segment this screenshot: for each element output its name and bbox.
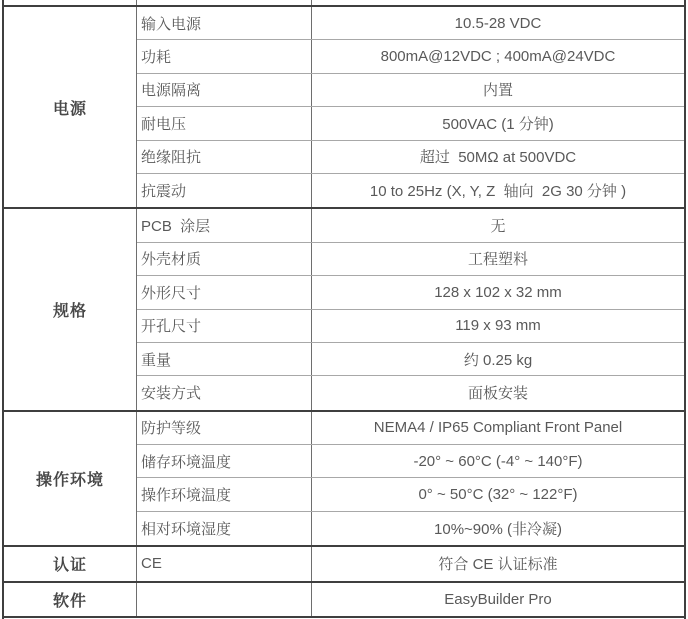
table-row	[137, 478, 684, 511]
category-cell: 软件	[4, 583, 137, 616]
category-cell: 电源	[4, 7, 137, 207]
spec-table-sections	[4, 7, 684, 618]
table-row	[137, 7, 684, 40]
table-row	[137, 343, 684, 376]
spec-value: 10 to 25Hz (X, Y, Z 轴向 2G 30 分钟 )	[369, 183, 627, 201]
spec-section	[4, 547, 684, 582]
spec-label: 耐电压	[137, 107, 312, 139]
spec-section	[4, 209, 684, 411]
table-row	[137, 512, 684, 545]
spec-label: 安装方式	[137, 376, 312, 409]
cropped-category-cell	[4, 0, 137, 5]
table-row	[137, 74, 684, 107]
table-row	[137, 547, 684, 580]
spec-value: 符合 CE 认证标准	[438, 556, 558, 574]
spec-value: 800mA@12VDC ; 400mA@24VDC	[380, 48, 616, 66]
section-rows	[137, 209, 684, 409]
spec-value: NEMA4 / IP65 Compliant Front Panel	[373, 419, 623, 437]
section-rows	[137, 7, 684, 207]
table-row	[137, 174, 684, 207]
spec-value: 500VAC (1 分钟)	[442, 115, 554, 133]
spec-label: 抗震动	[137, 174, 312, 207]
cropped-row-top	[4, 0, 684, 7]
table-row	[137, 583, 684, 616]
table-row	[137, 209, 684, 242]
spec-value: 10%~90% (非冷凝)	[434, 521, 562, 539]
spec-label	[137, 583, 312, 616]
table-row	[137, 40, 684, 73]
spec-label: 操作环境温度	[137, 478, 312, 510]
table-row	[137, 141, 684, 174]
spec-value: 10.5-28 VDC	[454, 14, 542, 32]
spec-value: 128 x 102 x 32 mm	[434, 283, 562, 301]
spec-label: 防护等级	[137, 412, 312, 444]
spec-value: -20° ~ 60°C (-4° ~ 140°F)	[413, 452, 583, 470]
spec-value: 119 x 93 mm	[455, 317, 541, 335]
spec-label: CE	[137, 547, 312, 580]
spec-value: 面板安装	[467, 385, 528, 403]
spec-label: 功耗	[137, 40, 312, 72]
table-row	[137, 445, 684, 478]
spec-label: 重量	[137, 343, 312, 375]
spec-label: 开孔尺寸	[137, 310, 312, 342]
table-row	[137, 412, 684, 445]
spec-label: 外壳材质	[137, 243, 312, 275]
section-rows	[137, 547, 684, 580]
section-rows	[137, 583, 684, 616]
spec-label: 储存环境温度	[137, 445, 312, 477]
spec-value: EasyBuilder Pro	[444, 590, 552, 608]
cropped-label-cell	[137, 0, 312, 5]
spec-section	[4, 7, 684, 209]
section-rows	[137, 412, 684, 546]
table-row	[137, 376, 684, 409]
category-cell: 规格	[4, 209, 137, 409]
cropped-value-cell	[312, 0, 684, 5]
category-cell: 操作环境	[4, 412, 137, 546]
spec-table	[2, 0, 686, 619]
table-row	[137, 243, 684, 276]
spec-label: 相对环境湿度	[137, 512, 312, 545]
spec-label: 外形尺寸	[137, 276, 312, 308]
table-row	[137, 310, 684, 343]
spec-label: 电源隔离	[137, 74, 312, 106]
spec-value: 0° ~ 50°C (32° ~ 122°F)	[418, 486, 578, 504]
spec-label: 绝缘阻抗	[137, 141, 312, 173]
spec-section	[4, 583, 684, 618]
category-cell: 认证	[4, 547, 137, 580]
spec-value: 无	[490, 218, 506, 236]
spec-label: PCB 涂层	[137, 209, 312, 241]
spec-label: 输入电源	[137, 7, 312, 39]
table-row	[137, 107, 684, 140]
spec-value: 工程塑料	[467, 251, 528, 269]
spec-value: 超过 50MΩ at 500VDC	[419, 149, 577, 167]
spec-value: 约 0.25 kg	[463, 351, 533, 369]
spec-value: 内置	[482, 82, 513, 100]
table-row	[137, 276, 684, 309]
spec-section	[4, 412, 684, 548]
